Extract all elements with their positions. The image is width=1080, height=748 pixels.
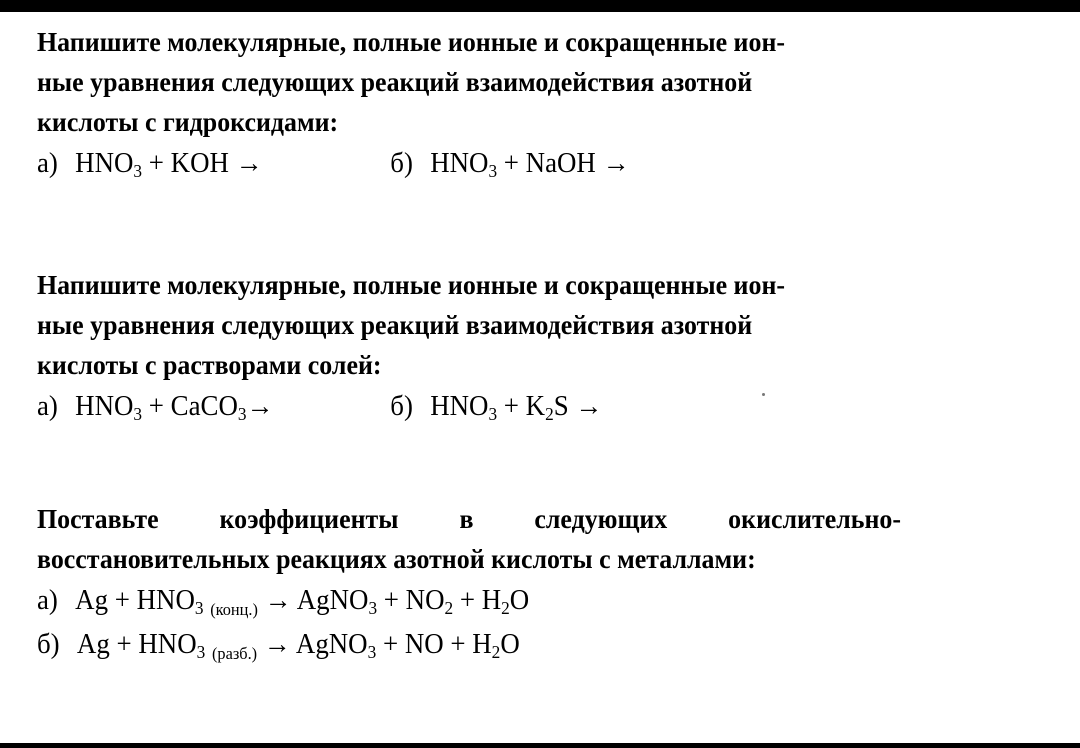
- task-3-equation-b: б) $Ag + HNO_3$ $_{(разб.)}$ → AgNO$_3$ + NO + $H_2O$: [37, 629, 520, 663]
- task-2-line-1: Напишите молекулярные, полные ионные и сокращенные ион-: [37, 270, 786, 300]
- task-1-equations: [37, 142, 901, 186]
- task-1-line-1: Напишите молекулярные, полные ионные и сокращенные ион-: [37, 27, 786, 57]
- task-2-line-3: кислоты с растворами солей:: [37, 350, 382, 380]
- task-3: [37, 499, 901, 667]
- task-1: [37, 22, 901, 186]
- task-1-line-2: ные уравнения следующих реакций взаимодействия азотной: [37, 67, 753, 97]
- task-2-equation-a: а) $HNO_3$ + CaCO$_3$→: [37, 391, 274, 424]
- task-1-equation-b: б) $HNO_3$ + NaOH →: [390, 148, 630, 181]
- task-2-equations: [37, 385, 901, 429]
- stray-dot: [762, 393, 765, 396]
- task-1-line-3: кислоты с гидроксидами:: [37, 107, 339, 137]
- task-3-equation-a: а) $Ag + HNO_3$ $_{(конц.)}$ → AgNO$_3$ + $NO_2 + H_2O$: [37, 585, 530, 619]
- task-1-equation-a: а) $HNO_3$ + KOH →: [37, 148, 263, 181]
- top-border: [0, 0, 1080, 12]
- task-3-line-2: восстановительных реакциях азотной кислоты с металлами:: [37, 544, 756, 574]
- task-3-line-1: Поставьте коэффициенты в следующих окислительно-: [37, 504, 901, 534]
- bottom-border: [0, 743, 1080, 748]
- task-2-equation-b: б) $HNO_3 + K_2S$ →: [390, 391, 603, 424]
- task-2-line-2: ные уравнения следующих реакций взаимодействия азотной: [37, 310, 753, 340]
- task-2: [37, 265, 901, 429]
